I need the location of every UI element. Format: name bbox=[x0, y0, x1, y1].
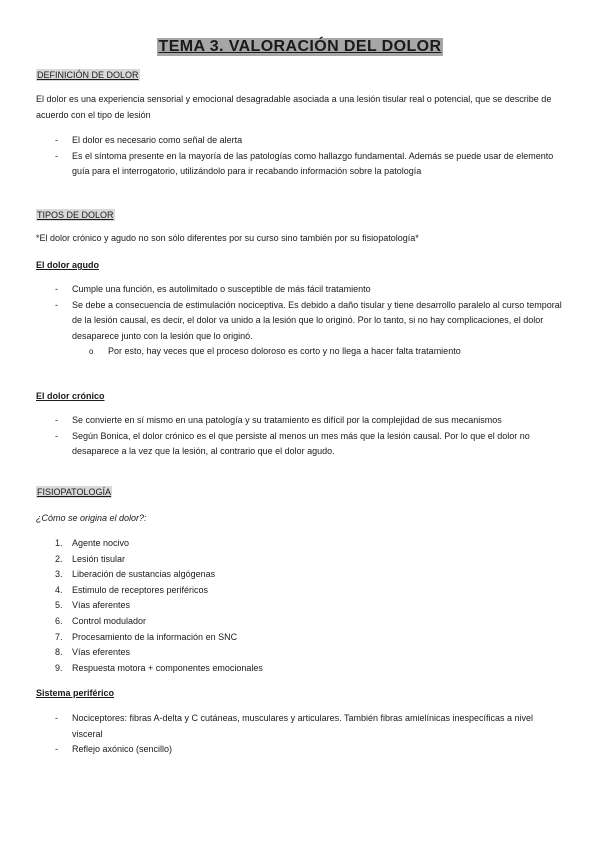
step-item bbox=[55, 536, 555, 552]
definicion-paragraph: El dolor es una experiencia sensorial y emocional desagradable asociada a una lesión tisular real o potencial, que se describe de acuerdo con el tipo de lesión bbox=[36, 94, 552, 120]
list-item: - Es el síntoma presente en la mayoría de las patologías como hallazgo fundamental. Además se puede usar de elemento guía para el interrogatorio, utilizándolo para ir recabando información sobre la patología bbox=[55, 149, 565, 180]
step-text: Liberación de sustancias algógenas bbox=[72, 569, 216, 580]
list-item: - Cumple una función, es autolimitado o susceptible de más fácil tratamiento bbox=[55, 282, 565, 298]
list-item: - El dolor es necesario como señal de alerta bbox=[55, 133, 565, 149]
step-text: Estimulo de receptores periféricos bbox=[72, 584, 209, 595]
agudo-list bbox=[55, 282, 565, 360]
step-number: 1. bbox=[55, 538, 63, 548]
periferico-list bbox=[55, 711, 565, 758]
step-text: Procesamiento de la información en SNC bbox=[72, 631, 238, 642]
step-item bbox=[55, 583, 555, 599]
cronico-list bbox=[55, 413, 565, 460]
subheading-dolor-cronico: El dolor crónico bbox=[36, 391, 105, 401]
step-number: 7. bbox=[55, 631, 63, 642]
step-number: 8. bbox=[55, 647, 63, 658]
step-item bbox=[55, 552, 555, 568]
step-item bbox=[55, 630, 555, 646]
agudo-sublist bbox=[72, 344, 565, 360]
page-title: TEMA 3. VALORACIÓN DEL DOLOR bbox=[158, 38, 442, 55]
step-text: Control modulador bbox=[72, 615, 147, 626]
step-item bbox=[55, 598, 555, 614]
fisiopatologia-steps bbox=[55, 536, 555, 676]
step-number: 4. bbox=[55, 584, 63, 595]
section-heading-definicion: DEFINICIÓN DE DOLOR bbox=[37, 70, 139, 80]
subheading-sistema-periferico: Sistema periférico bbox=[36, 688, 115, 698]
list-item: - Reflejo axónico (sencillo) bbox=[55, 742, 565, 758]
step-item bbox=[55, 661, 555, 677]
definicion-list bbox=[55, 133, 565, 180]
step-item bbox=[55, 567, 555, 583]
fisiopatologia-question: ¿Cómo se origina el dolor?: bbox=[36, 513, 147, 523]
step-item bbox=[55, 645, 555, 661]
step-item bbox=[55, 614, 555, 630]
section-heading-fisiopatologia: FISIOPATOLOGÍA bbox=[37, 487, 112, 497]
section-heading-tipos: TIPOS DE DOLOR bbox=[37, 210, 114, 220]
step-number: 9. bbox=[55, 662, 63, 673]
sublist-item: o Por esto, hay veces que el proceso doloroso es corto y no llega a hacer falta tratamiento bbox=[72, 344, 565, 360]
step-text: Vías aferentes bbox=[72, 600, 131, 611]
list-item: - Nociceptores: fibras A-delta y C cutáneas, musculares y articulares. También fibras amielínicas inespecíficas a nivel visceral bbox=[55, 711, 565, 742]
list-item-text: Se debe a consecuencia de estimulación nociceptiva. Es debido a daño tisular y tiene desarrollo paralelo al curso temporal de la lesión causal, es decir, el dolor va unido a la lesión que lo originó. Por lo tanto, si no hay complicaciones, el dolor desaparece junto con la lesión que lo originó. bbox=[72, 299, 562, 341]
step-text: Respuesta motora + componentes emocionales bbox=[72, 662, 263, 673]
step-number: 3. bbox=[55, 569, 63, 580]
subheading-dolor-agudo: El dolor agudo bbox=[36, 260, 99, 270]
step-text: Lesión tisular bbox=[72, 553, 126, 564]
step-text: Vías eferentes bbox=[72, 647, 131, 658]
step-text: Agente nocivo bbox=[72, 538, 130, 548]
tipos-note: *El dolor crónico y agudo no son sólo diferentes por su curso sino también por su fisiopatología* bbox=[36, 233, 419, 243]
list-item bbox=[55, 298, 565, 360]
title-container bbox=[0, 38, 600, 56]
step-number: 6. bbox=[55, 615, 63, 626]
list-item: - Se convierte en sí mismo en una patología y su tratamiento es difícil por la complejidad de sus mecanismos bbox=[55, 413, 565, 429]
step-number: 5. bbox=[55, 600, 63, 611]
list-item: - Según Bonica, el dolor crónico es el que persiste al menos un mes más que la lesión causal. Por lo que el dolor no desaparece a la vez que la lesión, al contrario que el dolor agudo. bbox=[55, 429, 565, 460]
step-number: 2. bbox=[55, 553, 63, 564]
